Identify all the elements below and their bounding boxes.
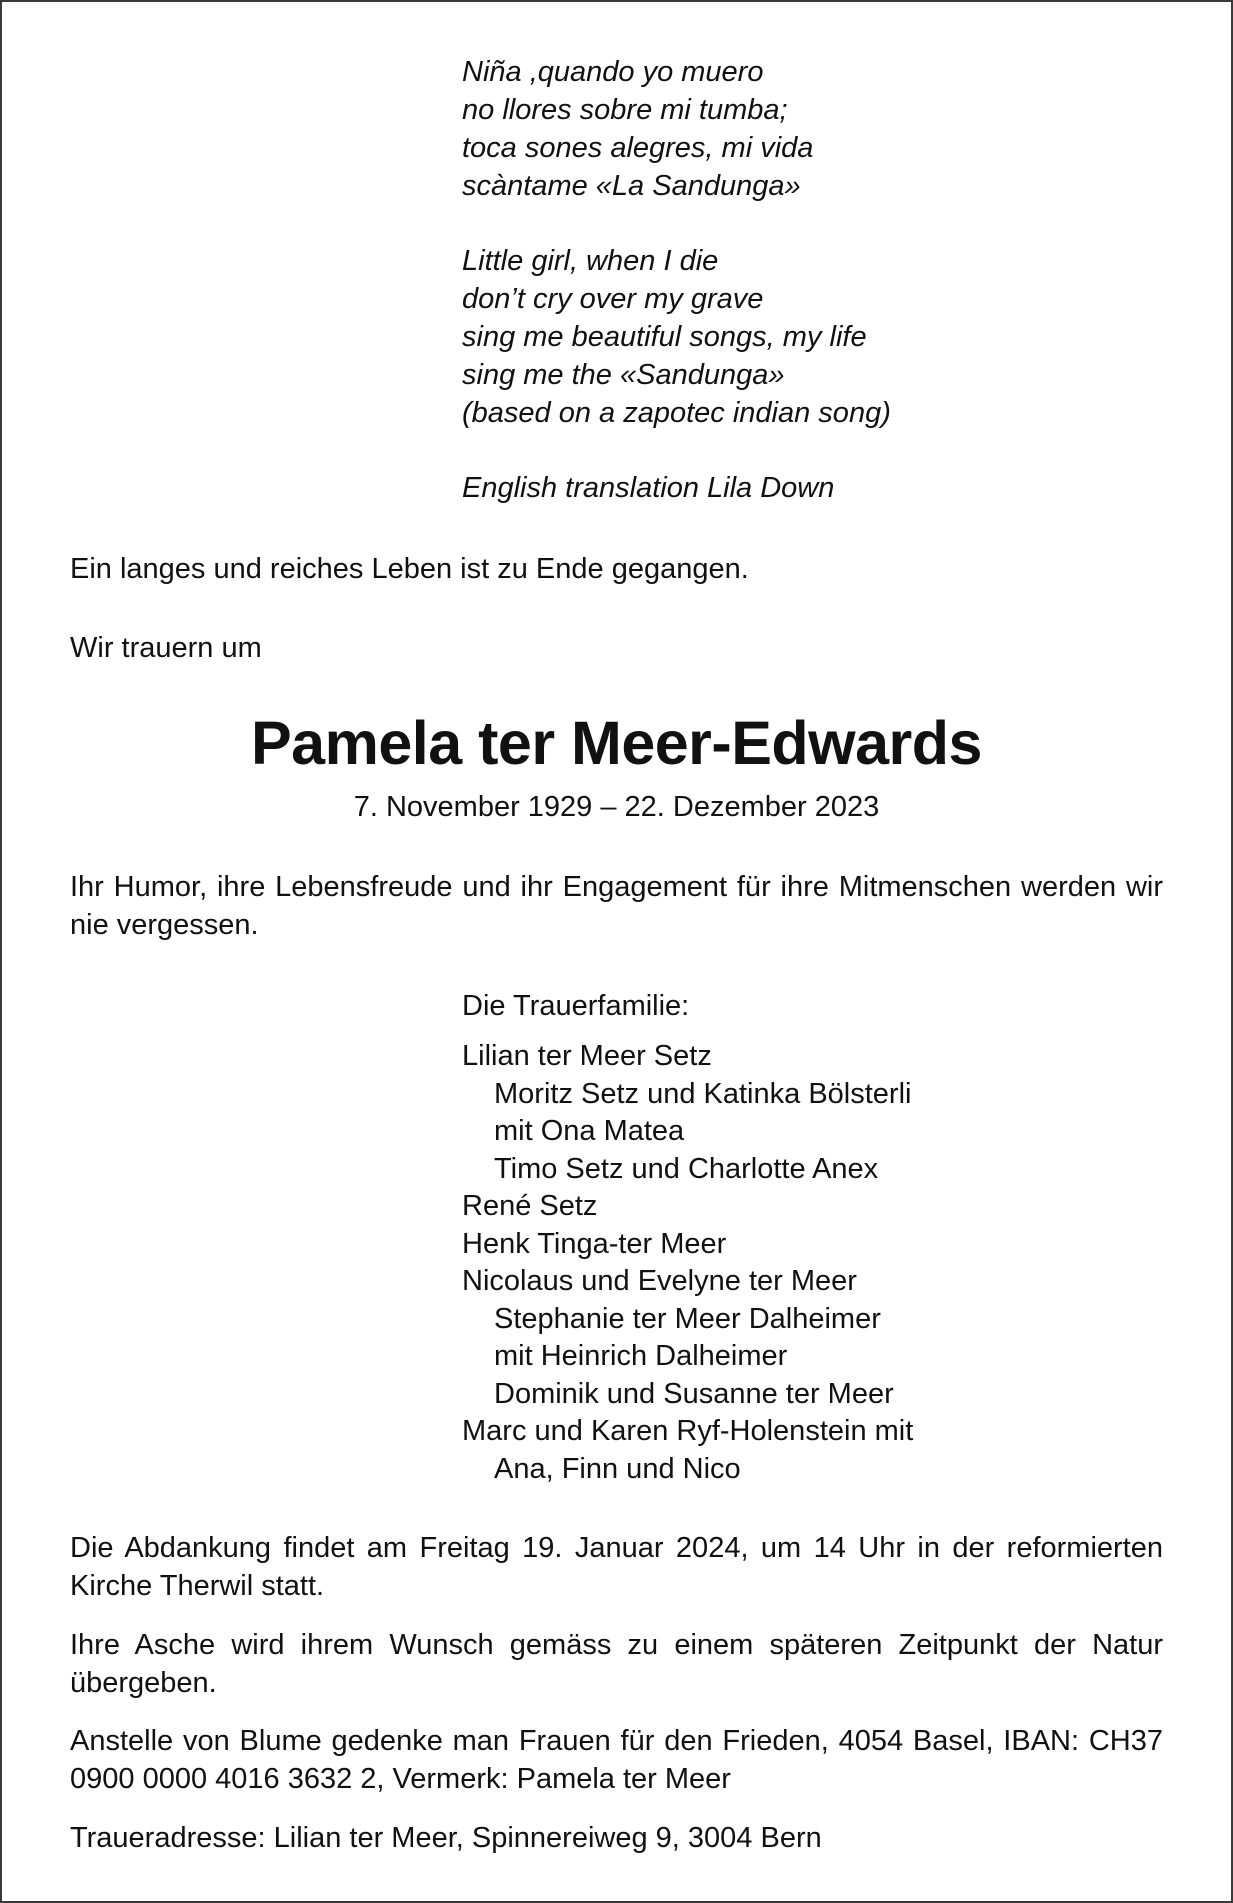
family-member: Stephanie ter Meer Dalheimer xyxy=(494,1302,881,1335)
mourning-line: Wir trauern um xyxy=(70,632,262,664)
family-member: Marc und Karen Ryf-Holenstein mit xyxy=(462,1415,914,1447)
family-member: Nicolaus und Evelyne ter Meer xyxy=(462,1265,857,1297)
poem-stanza-english xyxy=(462,242,891,432)
poem-line: sing me beautiful songs, my life xyxy=(462,321,867,353)
donation-notice: Anstelle von Blume gedenke man Frauen für den Frieden, 4054 Basel, IBAN: CH37 0900 0000 4016 3632 2, Vermerk: Pamela ter Meer xyxy=(70,1725,1163,1795)
poem-line: Niña ,quando yo muero xyxy=(462,56,764,88)
family-list xyxy=(462,987,913,1487)
family-member: Henk Tinga-ter Meer xyxy=(462,1227,727,1260)
tribute-text: Ihr Humor, ihre Lebensfreude und ihr Engagement für ihre Mitmenschen werden wir nie vergessen. xyxy=(70,871,1163,941)
poem-stanza-spanish xyxy=(462,53,891,205)
family-heading: Die Trauerfamilie: xyxy=(462,990,690,1022)
family-member: mit Heinrich Dalheimer xyxy=(494,1340,788,1372)
life-dates: 7. November 1929 – 22. Dezember 2023 xyxy=(353,791,880,823)
family-member: Ana, Finn und Nico xyxy=(494,1452,741,1485)
poem-line: Little girl, when I die xyxy=(462,245,719,277)
poem-translation-credit: English translation Lila Down xyxy=(462,472,835,504)
poem-line: (based on a zapotec indian song) xyxy=(462,397,891,429)
poem-line: don’t cry over my grave xyxy=(462,283,764,315)
family-member: Moritz Setz und Katinka Bölsterli xyxy=(494,1077,912,1110)
family-member: Timo Setz und Charlotte Anex xyxy=(494,1152,879,1185)
family-member: René Setz xyxy=(462,1190,598,1222)
family-member: Dominik und Susanne ter Meer xyxy=(494,1377,894,1410)
poem-line: sing me the «Sandunga» xyxy=(462,359,785,391)
poem-line: scàntame «La Sandunga» xyxy=(462,170,801,202)
mourning-address: Traueradresse: Lilian ter Meer, Spinnereiweg 9, 3004 Bern xyxy=(70,1822,822,1854)
poem-line: no llores sobre mi tumba; xyxy=(462,94,788,126)
family-member: mit Ona Matea xyxy=(494,1115,685,1147)
poem xyxy=(462,53,891,507)
ashes-notice: Ihre Asche wird ihrem Wunsch gemäss zu einem späteren Zeitpunkt der Natur übergeben. xyxy=(70,1629,1163,1699)
funeral-service-notice: Die Abdankung findet am Freitag 19. Januar 2024, um 14 Uhr in der reformierten Kirche Therwil statt. xyxy=(70,1532,1163,1602)
family-member: Lilian ter Meer Setz xyxy=(462,1040,712,1072)
intro-line: Ein langes und reiches Leben ist zu Ende gegangen. xyxy=(70,553,749,585)
poem-line: toca sones alegres, mi vida xyxy=(462,132,814,164)
deceased-name: Pamela ter Meer-Edwards xyxy=(251,709,982,777)
